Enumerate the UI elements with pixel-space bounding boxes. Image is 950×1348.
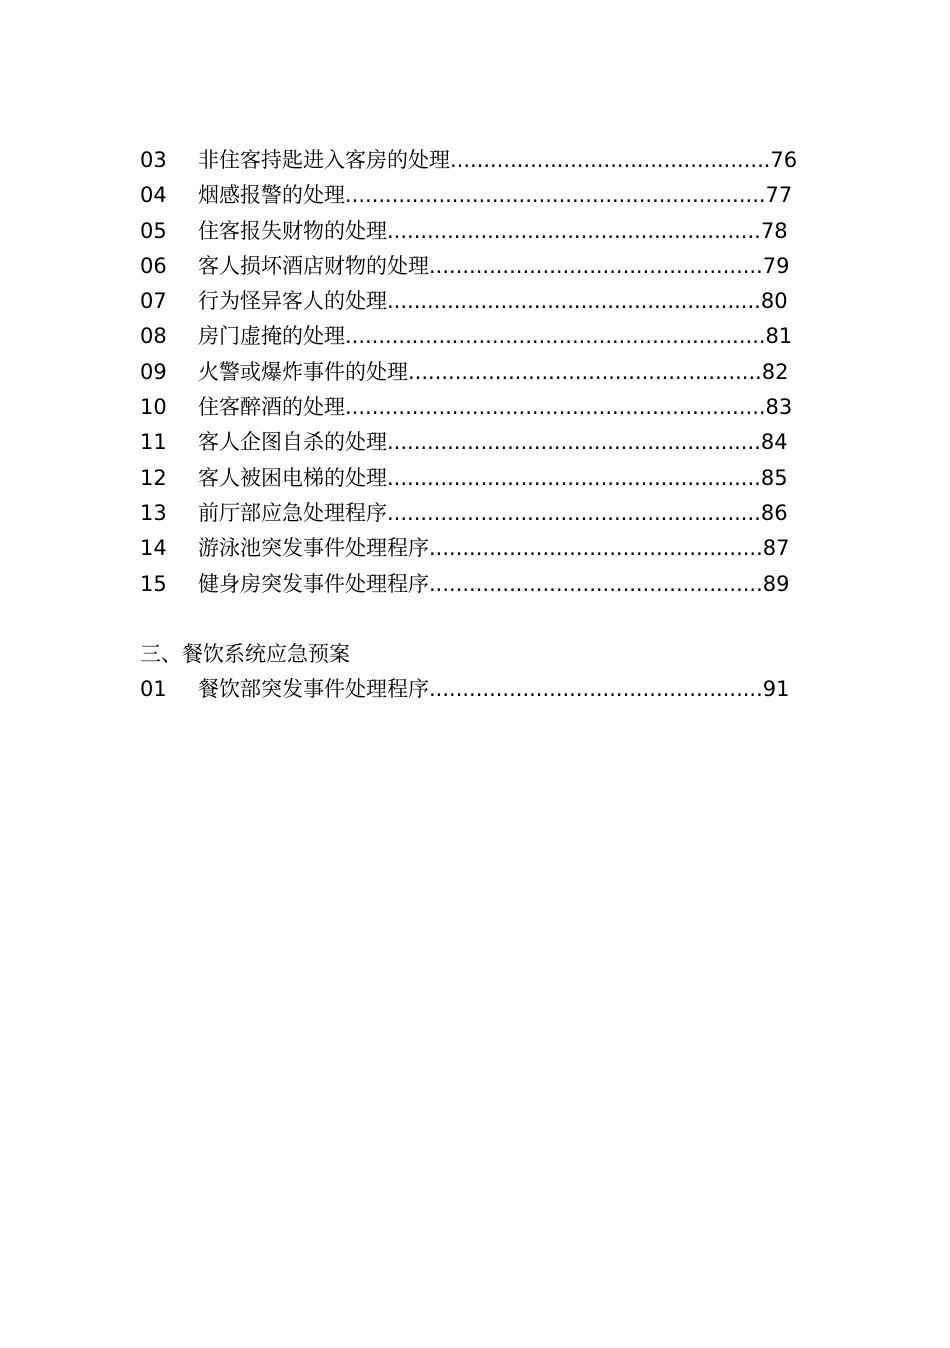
toc-page-number: 81 (765, 324, 793, 349)
toc-entry[interactable] (140, 319, 840, 354)
toc-leader-dots: .................................................. (429, 536, 763, 561)
toc-page-number: 80 (760, 289, 788, 314)
toc-entry-title: 健身房突发事件处理程序 (198, 571, 429, 596)
toc-page-number: 86 (760, 500, 788, 525)
toc-leader-dots: ........................................................ (387, 430, 761, 455)
toc-leader-dots: .................................................. (429, 571, 763, 596)
section-heading[interactable]: 三、餐饮系统应急预案 (140, 642, 350, 667)
toc-leader-dots: ........................................................ (387, 500, 761, 525)
toc-leader-dots: .................................................. (429, 253, 763, 278)
toc-entry-title: 非住客持匙进入客房的处理 (198, 148, 450, 172)
toc-leader-dots: .................................................. (429, 677, 763, 702)
toc-entry-title: 游泳池突发事件处理程序 (198, 536, 429, 561)
toc-entry[interactable] (140, 461, 840, 496)
toc-entry-number: 10 (140, 395, 167, 420)
toc-entry-title: 房门虚掩的处理 (198, 324, 345, 349)
toc-entry-title: 客人被困电梯的处理 (198, 465, 387, 490)
toc-page-number: 89 (762, 571, 790, 596)
toc-page-number: 85 (760, 465, 788, 490)
toc-entry-title: 住客醉酒的处理 (198, 395, 345, 420)
toc-entry[interactable] (140, 567, 840, 602)
toc-entry[interactable] (140, 249, 840, 284)
toc-leader-dots: ................................................ (450, 148, 771, 172)
toc-leader-dots: ............................................................... (345, 183, 766, 208)
toc-leader-dots: ..................................................... (408, 359, 762, 384)
toc-page-number: 77 (765, 183, 793, 208)
toc-page-number: 78 (760, 218, 788, 243)
toc-entry-number: 14 (140, 536, 167, 561)
toc-entry-number: 05 (140, 218, 167, 243)
toc-entry-title: 客人损坏酒店财物的处理 (198, 253, 429, 278)
toc-page-number: 87 (762, 536, 790, 561)
toc-entry-number: 04 (140, 183, 167, 208)
toc-entry-title: 行为怪异客人的处理 (198, 289, 387, 314)
toc-page-number: 84 (760, 430, 788, 455)
toc-leader-dots: ........................................................ (387, 289, 761, 314)
toc-entry-title: 烟感报警的处理 (198, 183, 345, 208)
toc-page-number: 91 (762, 677, 790, 702)
table-of-contents (140, 143, 840, 708)
toc-entry-number: 15 (140, 571, 167, 596)
toc-entry-number: 13 (140, 500, 167, 525)
toc-entry-number: 08 (140, 324, 167, 349)
toc-entry[interactable] (140, 425, 840, 460)
toc-entry-title: 住客报失财物的处理 (198, 218, 387, 243)
toc-entry[interactable] (140, 214, 840, 249)
toc-page-number: 83 (765, 395, 793, 420)
toc-entry[interactable] (140, 284, 840, 319)
toc-entry[interactable] (140, 496, 840, 531)
section-spacer (140, 602, 840, 637)
toc-leader-dots: ............................................................... (345, 395, 766, 420)
toc-entry-number: 09 (140, 359, 167, 384)
toc-leader-dots: ........................................................ (387, 465, 761, 490)
toc-entry[interactable] (140, 143, 840, 178)
toc-entry[interactable] (140, 531, 840, 566)
toc-entry-number: 07 (140, 289, 167, 314)
toc-entry-number: 11 (140, 430, 167, 455)
toc-entry[interactable] (140, 355, 840, 390)
toc-entry-title: 火警或爆炸事件的处理 (198, 359, 408, 384)
toc-entry-title: 客人企图自杀的处理 (198, 430, 387, 455)
toc-entry-title: 前厅部应急处理程序 (198, 500, 387, 525)
toc-page-number: 76 (770, 148, 798, 172)
toc-entry-number: 06 (140, 253, 167, 278)
toc-page-number: 79 (762, 253, 790, 278)
toc-entry[interactable] (140, 178, 840, 213)
toc-entry-number: 01 (140, 677, 167, 702)
toc-page-number: 82 (761, 359, 789, 384)
toc-leader-dots: ............................................................... (345, 324, 766, 349)
toc-entry[interactable] (140, 672, 840, 707)
toc-leader-dots: ........................................................ (387, 218, 761, 243)
toc-entry-number: 03 (140, 148, 167, 172)
toc-entry[interactable] (140, 390, 840, 425)
toc-entry-number: 12 (140, 465, 167, 490)
toc-entry-title: 餐饮部突发事件处理程序 (198, 677, 429, 702)
